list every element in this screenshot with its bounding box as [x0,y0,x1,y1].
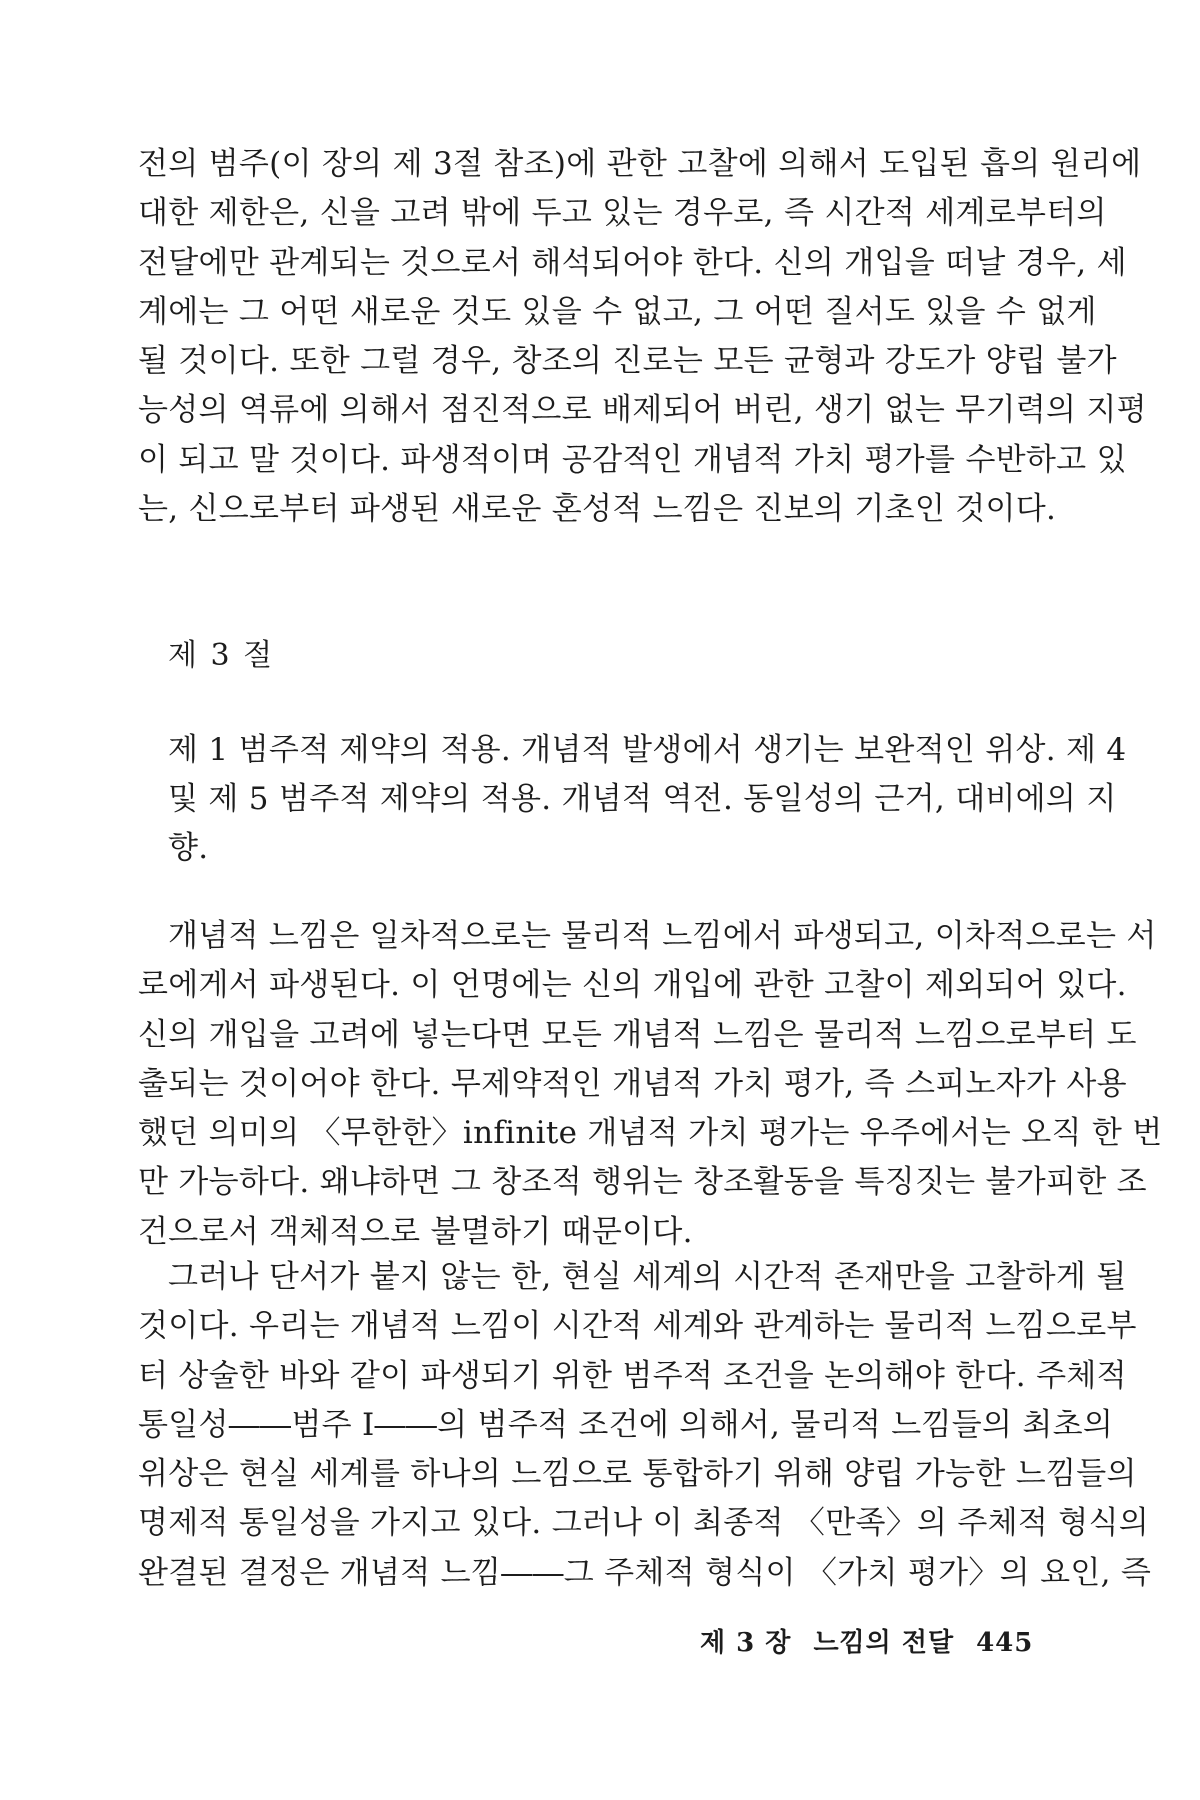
text-line: 는, 신으로부터 파생된 새로운 혼성적 느낌은 진보의 기초인 것이다. [138,491,1057,528]
text-line: 신의 개입을 고려에 넣는다면 모든 개념적 느낌은 물리적 느낌으로부터 도 [138,1016,1137,1053]
paragraph-3 [138,1253,1152,1598]
text-line: 그러나 단서가 붙지 않는 한, 현실 세계의 시간적 존재만을 고찰하게 될 [168,1259,1127,1295]
text-line: 로에게서 파생된다. 이 언명에는 신의 개입에 관한 고찰이 제외되어 있다. [138,967,1127,1004]
summary-line: 및 제 5 범주적 제약의 적용. 개념적 역전. 동일성의 근거, 대비에의 지 [168,781,1117,817]
text-line: 개념적 느낌은 일차적으로는 물리적 느낌에서 파생되고, 이차적으로는 서 [168,918,1157,954]
text-line: 만 가능하다. 왜냐하면 그 창조적 행위는 창조활동을 특징짓는 불가피한 조 [138,1164,1147,1201]
page-number: 445 [976,1628,1034,1658]
text-line: 완결된 결정은 개념적 느낌――그 주체적 형식이 〈가치 평가〉의 요인, 즉 [138,1554,1152,1591]
text-line: 터 상술한 바와 같이 파생되기 위한 범주적 조건을 논의해야 한다. 주체적 [138,1357,1127,1394]
text-line: 될 것이다. 또한 그럴 경우, 창조의 진로는 모든 균형과 강도가 양립 불가 [138,343,1117,380]
text-line: 전달에만 관계되는 것으로서 해석되어야 한다. 신의 개입을 떠날 경우, 세 [138,244,1127,281]
text-line: 명제적 통일성을 가지고 있다. 그러나 이 최종적 〈만족〉의 주체적 형식의 [138,1505,1150,1542]
running-footer [700,1626,1033,1660]
text-line: 출되는 것이어야 한다. 무제약적인 개념적 가치 평가, 즉 스피노자가 사용 [138,1065,1127,1102]
text-line: 위상은 현실 세계를 하나의 느낌으로 통합하기 위해 양립 가능한 느낌들의 [138,1456,1137,1493]
text-line: 건으로서 객체적으로 불멸하기 때문이다. [138,1213,693,1250]
text-line: 했던 의미의 〈무한한〉infinite 개념적 가치 평가는 우주에서는 오직 한 번 [138,1115,1163,1152]
summary-line: 제 1 범주적 제약의 적용. 개념적 발생에서 생기는 보완적인 위상. 제 4 [168,732,1127,768]
section-summary [168,726,1127,873]
footer-title: 느낌의 전달 [813,1628,955,1658]
paragraph-1 [138,140,1147,534]
text-line: 전의 범주(이 장의 제 3절 참조)에 관한 고찰에 의해서 도입된 흡의 원리에 [138,146,1142,182]
text-line: 능성의 역류에 의해서 점진적으로 배제되어 버린, 생기 없는 무기력의 지평 [138,392,1147,429]
footer-chapter: 제 3 장 [700,1628,792,1658]
text-line: 계에는 그 어떤 새로운 것도 있을 수 없고, 그 어떤 질서도 있을 수 없게 [138,293,1097,330]
text-line: 이 되고 말 것이다. 파생적이며 공감적인 개념적 가치 평가를 수반하고 있 [138,441,1127,478]
text-line: 대한 제한은, 신을 고려 밖에 두고 있는 경우로, 즉 시간적 세계로부터의 [138,195,1107,232]
summary-line: 향. [168,830,209,866]
text-line: 것이다. 우리는 개념적 느낌이 시간적 세계와 관계하는 물리적 느낌으로부 [138,1308,1137,1345]
text-line: 통일성――범주 Ⅰ――의 범주적 조건에 의해서, 물리적 느낌들의 최초의 [138,1406,1114,1443]
section-heading: 제 3 절 [168,638,275,673]
paragraph-2 [138,912,1163,1257]
